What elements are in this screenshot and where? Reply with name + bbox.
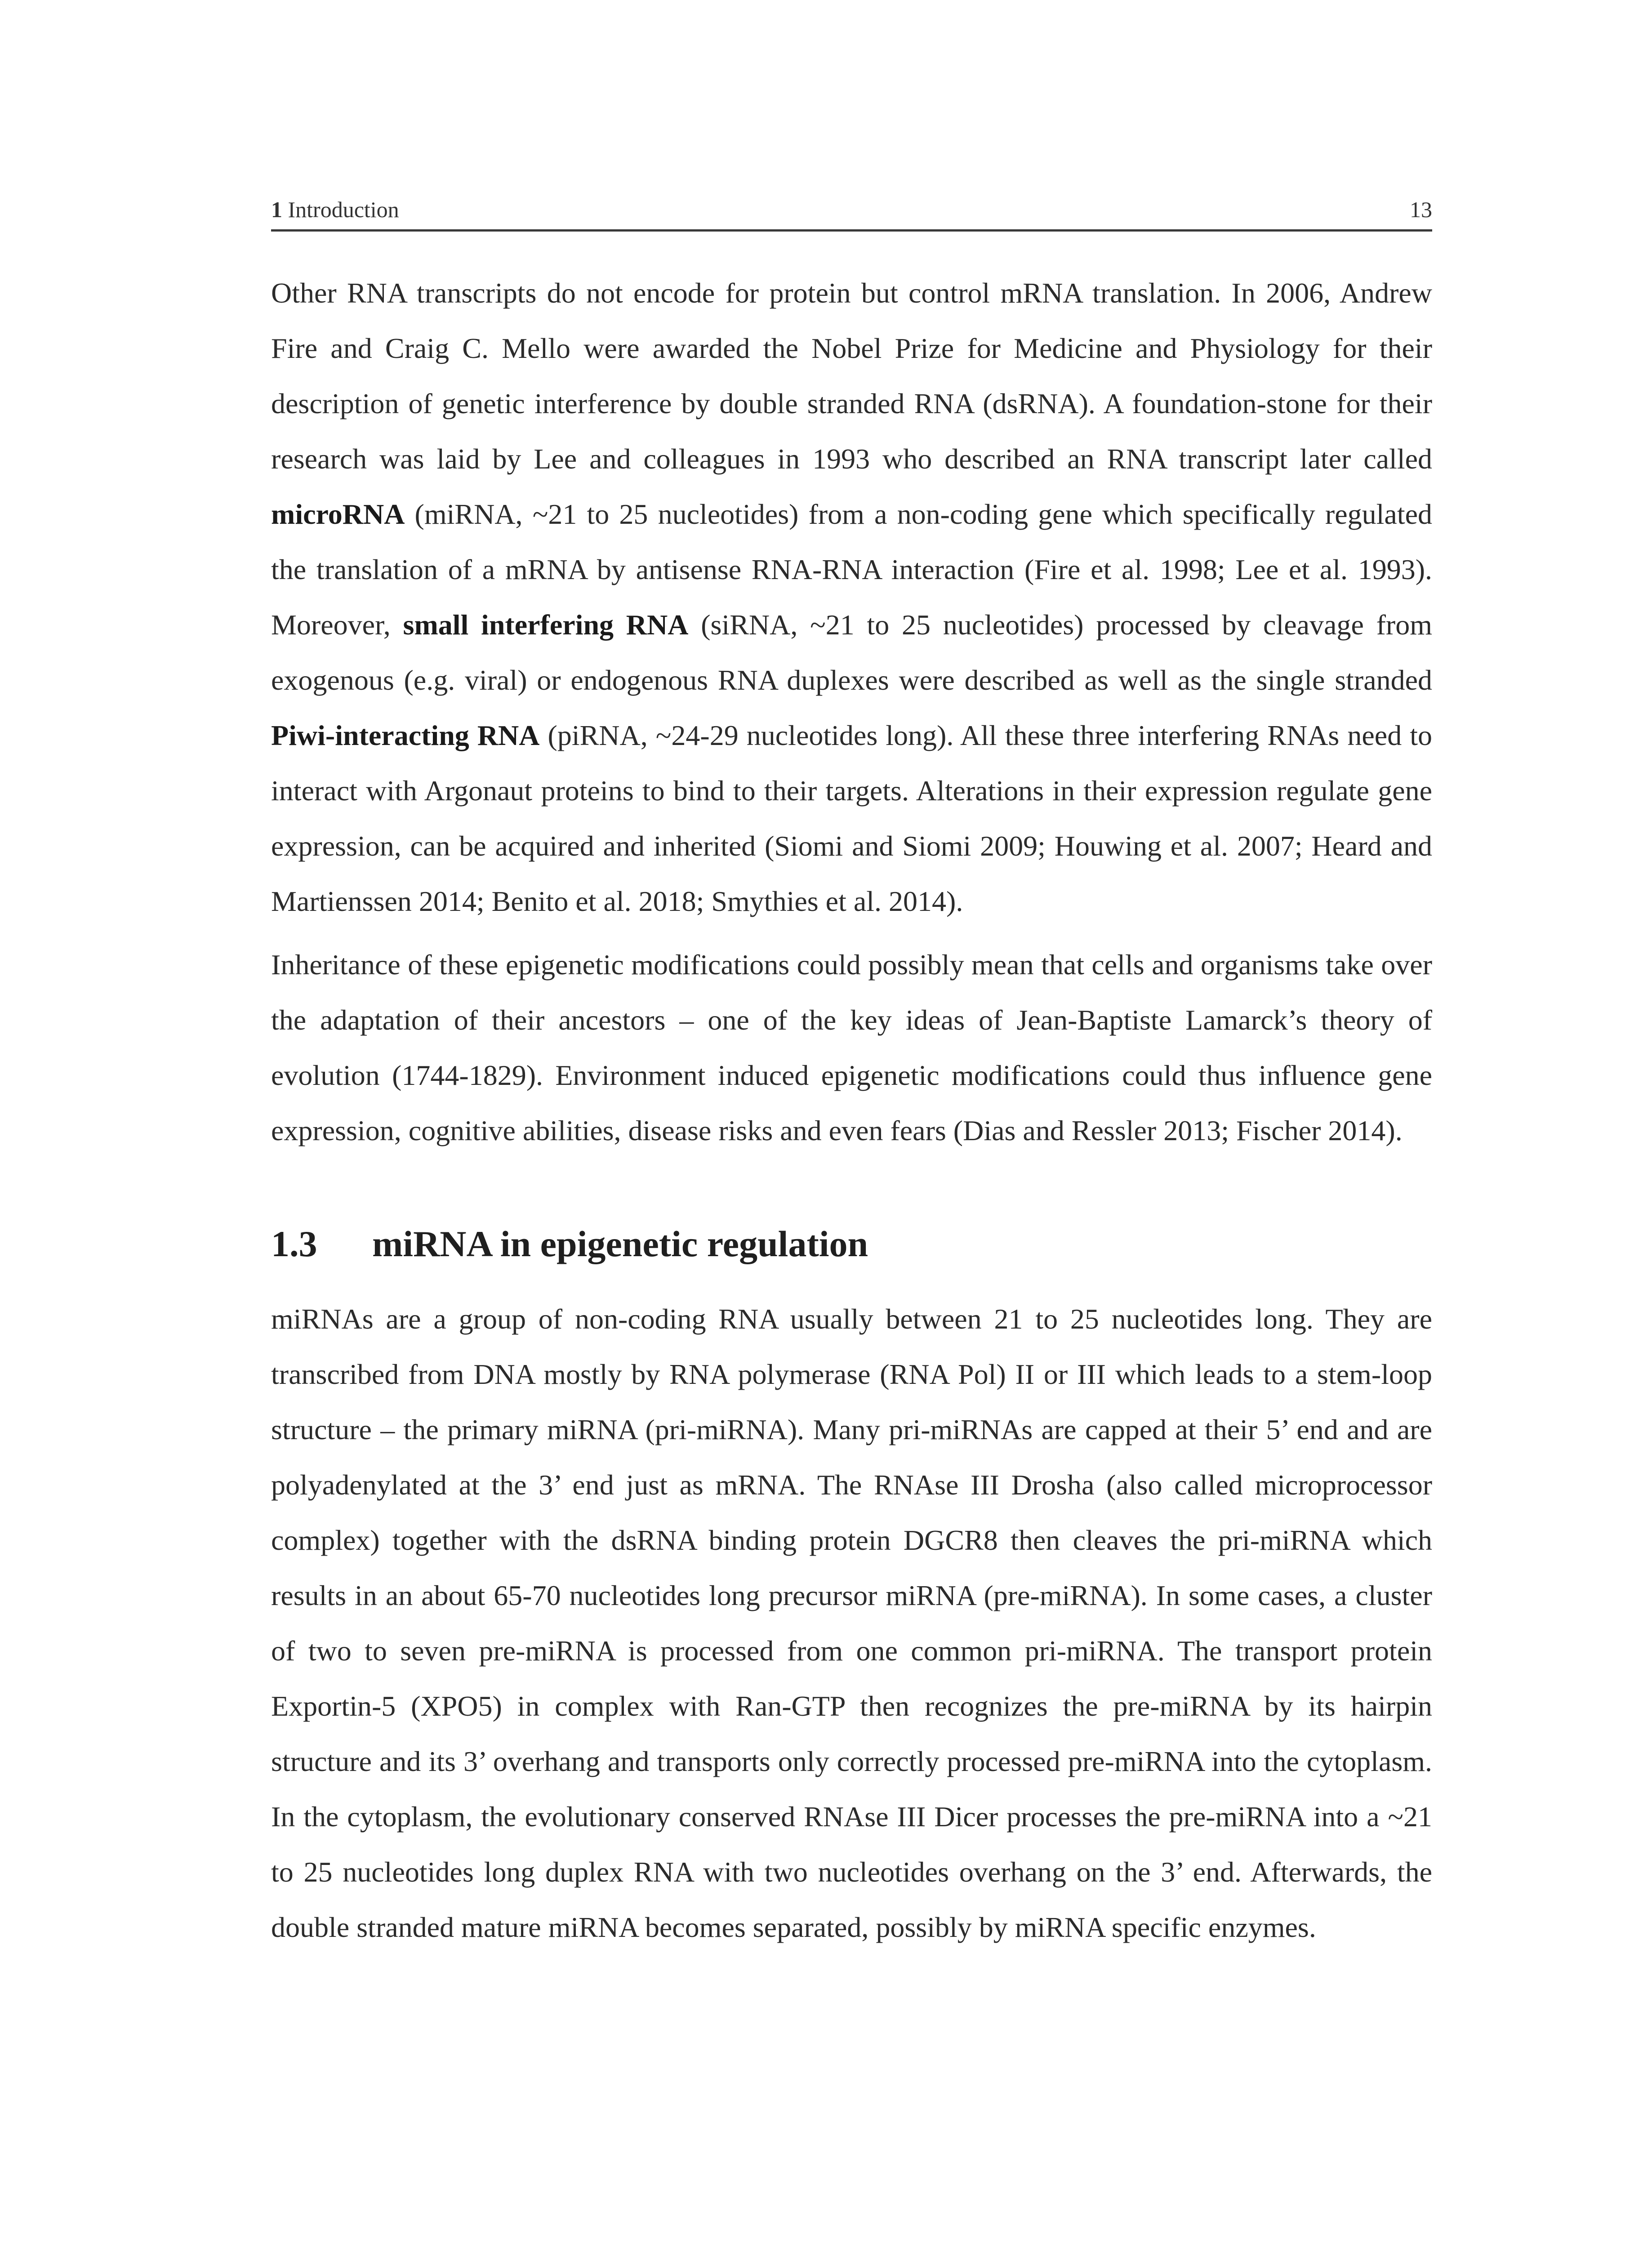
paragraph-text: (siRNA, ~21 to 25 nucleotides) processed by cleavage from exogenous (e.g. viral) or endogenous RNA duplexes were described as well as the single stranded (271, 609, 1433, 696)
running-header (271, 192, 1432, 232)
running-header-chapter (271, 196, 399, 223)
chapter-number: 1 (271, 197, 282, 222)
paragraph-text: Other RNA transcripts do not encode for protein but control mRNA translation. In 2006, Andrew Fire and Craig C. Mello were awarded the Nobel Prize for Medicine and Physiology for their description of genetic interference by double stranded RNA (dsRNA). A foundation-stone for their research was laid by Lee and colleagues in 1993 who described an RNA transcript later called (271, 277, 1432, 475)
term-small-interfering-rna: small interfering RNA (403, 609, 689, 641)
page-number: 13 (1410, 197, 1432, 222)
paragraph-rna-transcripts (271, 265, 1432, 929)
section-number: 1.3 (271, 1223, 317, 1264)
paragraph-text: (miRNA, ~21 to 25 nucleotides) from a non-coding gene which specifically regulated the translation of a mRNA by antisense RNA-RNA interaction (Fire et al. 1998; Lee et al. 1993). Moreover, (271, 498, 1432, 641)
section-heading (271, 1219, 1432, 1269)
body-text (271, 265, 1432, 1955)
section-title: miRNA in epigenetic regulation (372, 1223, 868, 1264)
term-piwi-interacting-rna: Piwi-interacting RNA (271, 719, 540, 751)
paragraph-mirna-biogenesis: miRNAs are a group of non-coding RNA usually between 21 to 25 nucleotides long. They are transcribed from DNA mostly by RNA polymerase (RNA Pol) II or III which leads to a stem-loop structure – the primary miRNA (pri-miRNA). Many pri-miRNAs are capped at their 5’ end and are polyadenylated at the 3’ end just as mRNA. The RNAse III Drosha (also called microprocessor complex) together with the dsRNA binding protein DGCR8 then cleaves the pri-miRNA which results in an about 65-70 nucleotides long precursor miRNA (pre-miRNA). In some cases, a cluster of two to seven pre-miRNA is processed from one common pri-miRNA. The transport protein Exportin-5 (XPO5) in complex with Ran-GTP then recognizes the pre-miRNA by its hairpin structure and its 3’ overhang and transports only correctly processed pre-miRNA into the cytoplasm. In the cytoplasm, the evolutionary conserved RNAse III Dicer processes the pre-miRNA into a ~21 to 25 nucleotides long duplex RNA with two nucleotides overhang on the 3’ end. Afterwards, the double stranded mature miRNA becomes separated, possibly by miRNA specific enzymes. (271, 1303, 1432, 1943)
chapter-title: Introduction (288, 197, 399, 222)
paragraph-inheritance: Inheritance of these epigenetic modifications could possibly mean that cells and organisms take over the adaptation of their ancestors – one of the key ideas of Jean-Baptiste Lamarck’s theory of evolution (1744-1829). Environment induced epigenetic modifications could thus influence gene expression, cognitive abilities, disease risks and even fears (Dias and Ressler 2013; Fischer 2014). (271, 949, 1432, 1146)
paragraph-text: (piRNA, ~24-29 nucleotides long). All these three interfering RNAs need to interact with Argonaut proteins to bind to their targets. Alterations in their expression regulate gene expression, can be acquired and inherited (Siomi and Siomi 2009; Houwing et al. 2007; Heard and Martienssen 2014; Benito et al. 2018; Smythies et al. 2014). (271, 719, 1433, 917)
term-microrna: microRNA (271, 498, 405, 530)
